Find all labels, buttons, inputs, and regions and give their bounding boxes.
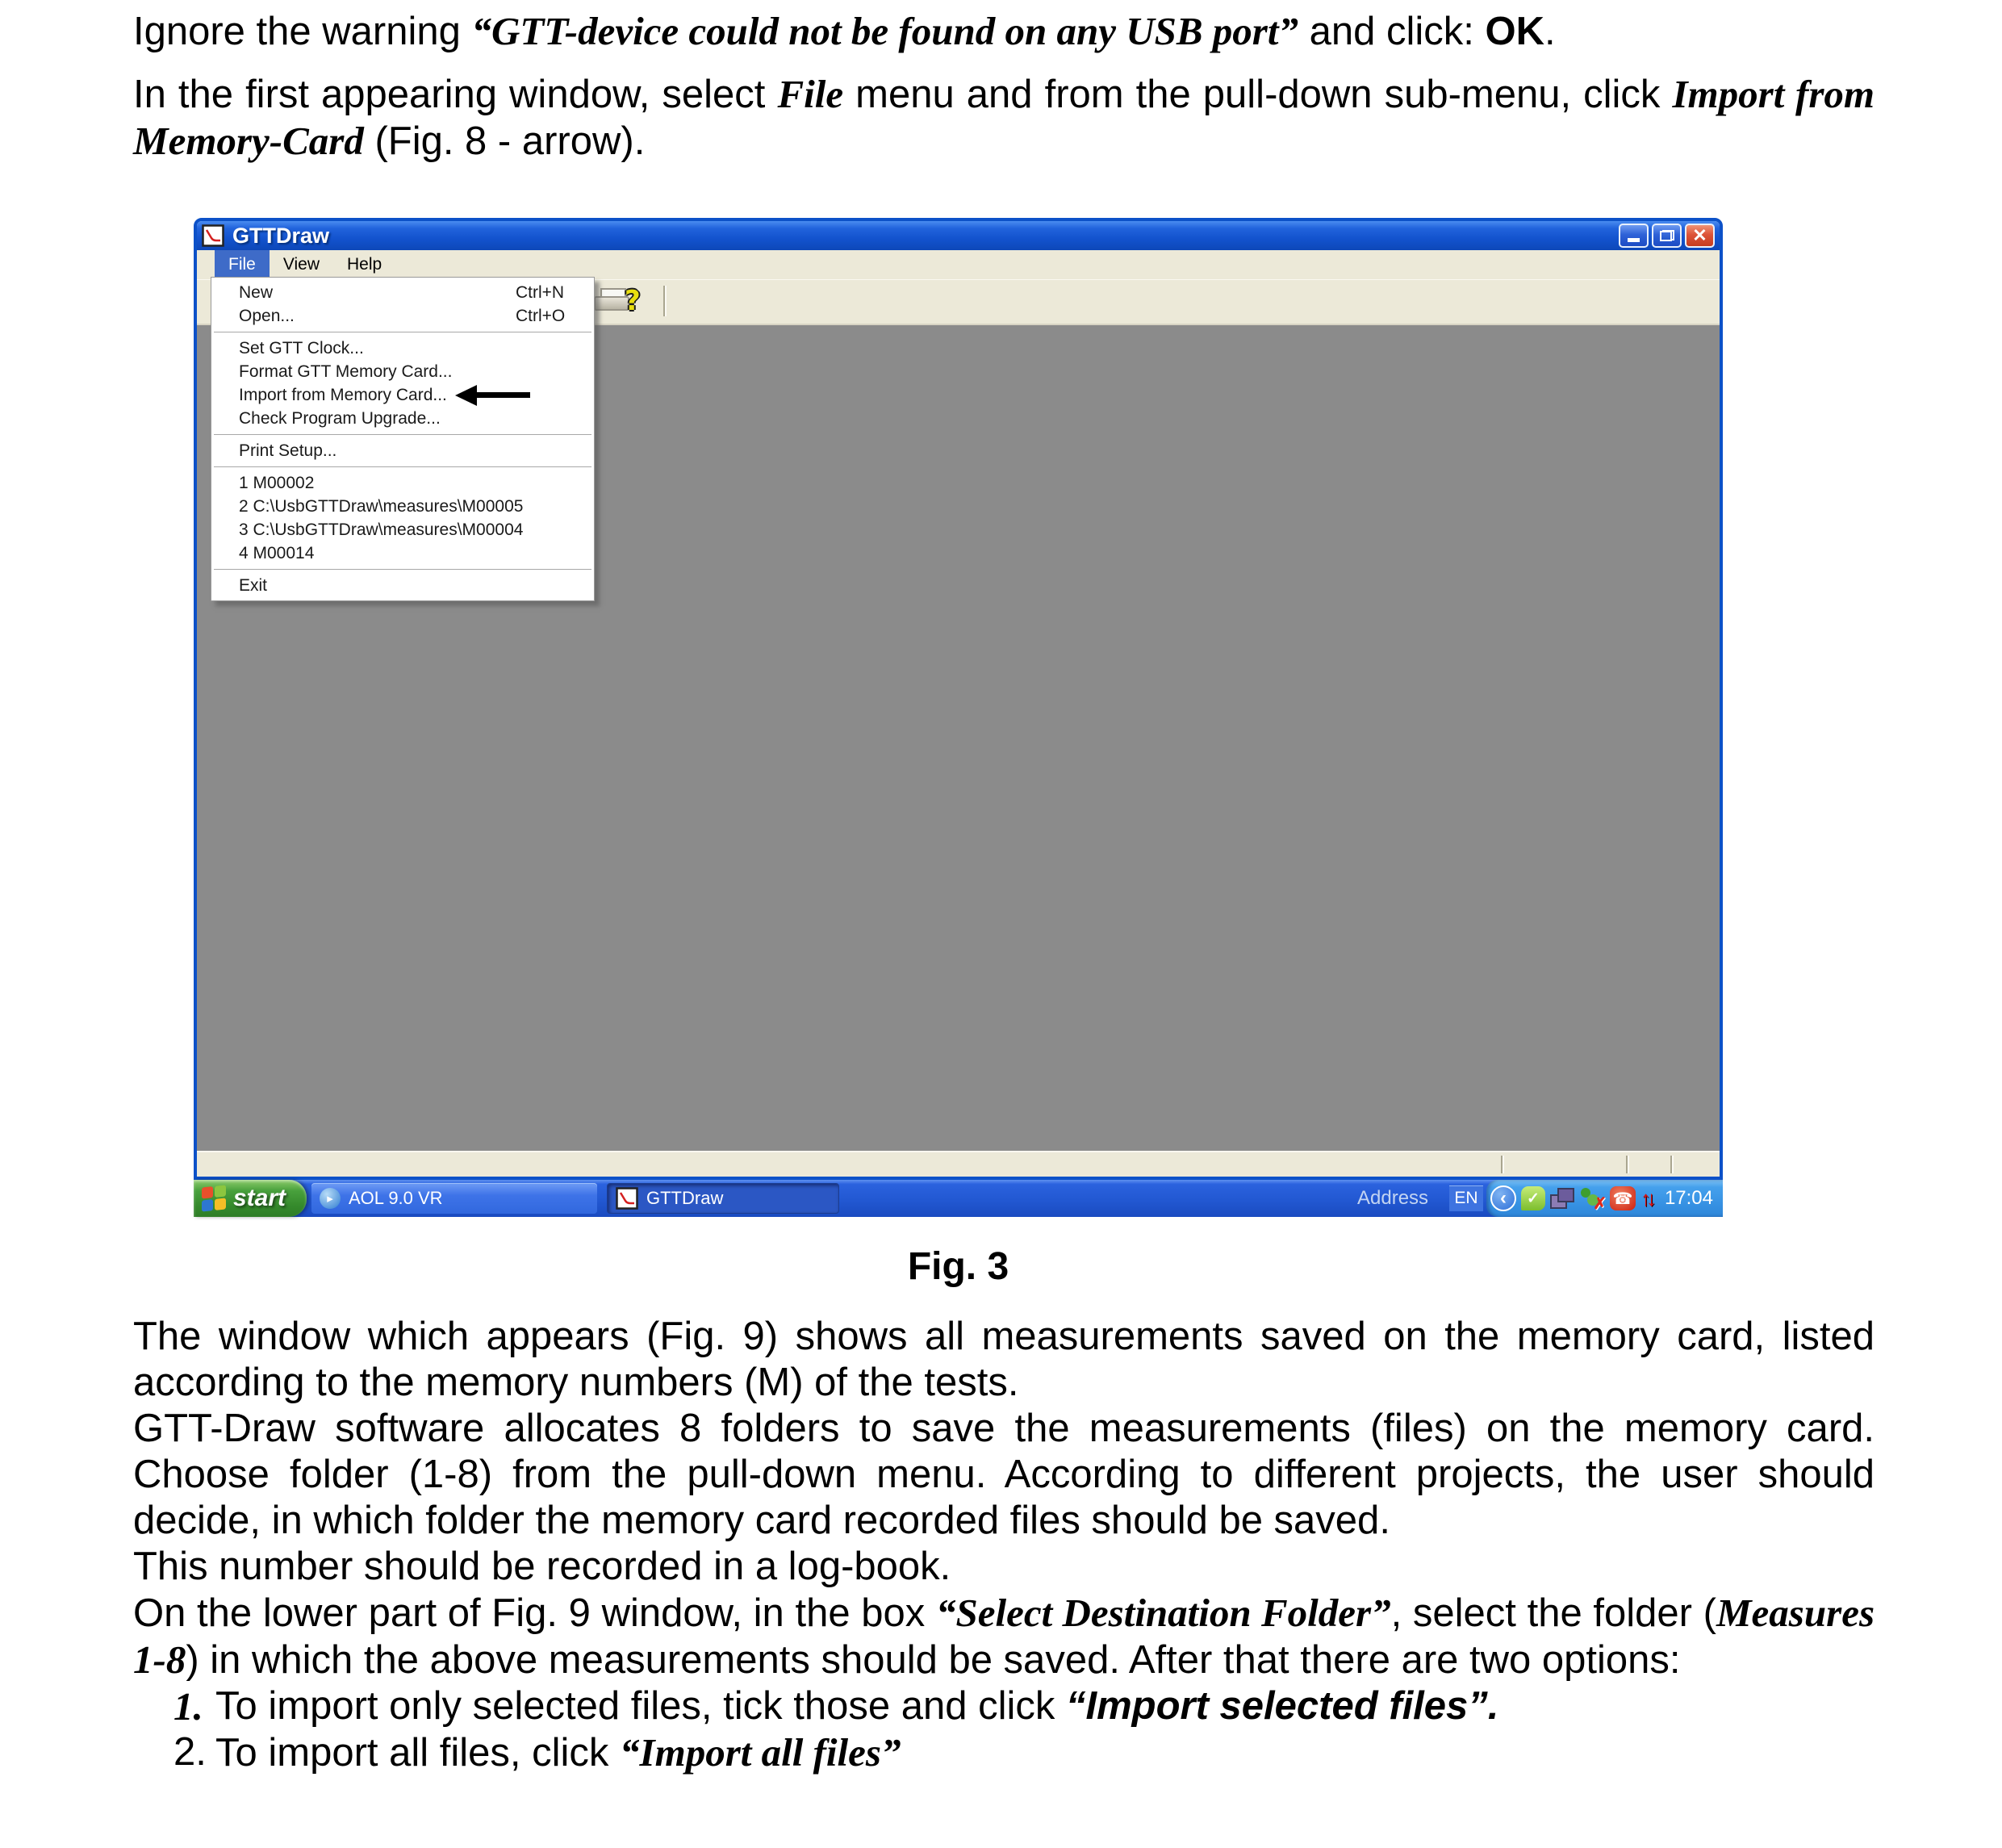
minimize-icon (1628, 238, 1640, 242)
list-item-2 (133, 1729, 1875, 1776)
close-button[interactable]: ✕ (1685, 224, 1715, 248)
file-menu-item[interactable]: Check Program Upgrade... (239, 408, 441, 428)
taskbar-clock: 17:04 (1664, 1187, 1713, 1209)
statusbar-divider (1670, 1156, 1674, 1173)
aol-icon: ▸ (320, 1188, 341, 1209)
toolbar-separator (663, 286, 667, 316)
taskbar-button-aol[interactable] (311, 1183, 597, 1214)
phone-icon[interactable]: ☎ (1610, 1186, 1636, 1210)
language-indicator[interactable]: EN (1449, 1185, 1483, 1211)
figure-screenshot (194, 218, 1723, 1217)
menu-bar (197, 250, 1720, 280)
figure-caption: Fig. 3 (907, 1245, 1009, 1288)
menu-shortcut: Ctrl+O (516, 306, 566, 325)
menubar-item-help[interactable]: Help (346, 255, 382, 274)
file-menu-item[interactable]: Open... Ctrl+O (239, 306, 566, 325)
file-menu-item[interactable]: 1 M00002 (239, 473, 315, 492)
options-list (133, 1683, 1875, 1776)
window-title: GTTDraw (232, 223, 330, 248)
users-offline-icon[interactable]: ✗ (1579, 1186, 1605, 1210)
help-icon[interactable]: ? (625, 285, 641, 317)
body-text (133, 1314, 1875, 1776)
file-menu-item[interactable]: Import from Memory Card... (211, 383, 594, 407)
menu-shortcut: Ctrl+N (516, 282, 565, 302)
messenger-icon[interactable]: ✓ (1521, 1186, 1545, 1210)
paragraph-ignore-warning: Ignore the warning “GTT-device could not be found on any USB port” and click: OK. (133, 9, 1556, 53)
updown-arrows-icon[interactable]: ↑↓ (1640, 1185, 1652, 1210)
file-menu-item[interactable]: 3 C:\UsbGTTDraw\measures\M00004 (239, 520, 524, 539)
body-paragraph: On the lower part of Fig. 9 window, in the box “Select Destination Folder”, select the folder (Measures 1-8) in which the above measurements should be saved. After that there are two options: (133, 1591, 1875, 1682)
list-item-text: To import all files, click “Import all files” (215, 1730, 901, 1775)
body-paragraph: This number should be recorded in a log-book. (133, 1545, 951, 1588)
menubar-item-view[interactable]: View (282, 255, 320, 274)
file-menu-item[interactable]: Set GTT Clock... (239, 338, 364, 357)
annotation-arrow-icon (455, 385, 530, 406)
list-marker: 2. (173, 1730, 207, 1774)
menu-separator (214, 466, 591, 467)
file-menu-item[interactable]: Print Setup... (239, 441, 337, 460)
file-menu-item[interactable]: 4 M00014 (239, 543, 315, 562)
taskbar-button-gttdraw[interactable] (607, 1183, 839, 1214)
list-item-text: To import only selected files, tick those and click “Import selected files”. (215, 1684, 1499, 1728)
menubar-item-file[interactable]: File (215, 250, 270, 279)
statusbar-divider (1501, 1156, 1504, 1173)
body-paragraph: The window which appears (Fig. 9) shows all measurements saved on the memory card, listed according to the memory numbers (M) of the tests. (133, 1315, 1875, 1404)
windows-logo-icon (202, 1185, 226, 1211)
file-menu-item[interactable]: New Ctrl+N (239, 282, 565, 302)
file-menu-item[interactable]: Exit (239, 575, 268, 595)
paragraph-first-window: In the first appearing window, select File menu and from the pull-down sub-menu, click Import from Memory-Card (Fig. 8 - arrow). (133, 72, 1875, 163)
status-bar (197, 1151, 1720, 1177)
file-menu-dropdown (211, 277, 595, 601)
menu-separator (214, 569, 591, 570)
file-menu-item[interactable]: Format GTT Memory Card... (239, 362, 453, 381)
statusbar-divider (1626, 1156, 1629, 1173)
app-icon (202, 224, 224, 247)
menu-separator (214, 434, 591, 435)
file-menu-item[interactable]: 2 C:\UsbGTTDraw\measures\M00005 (239, 496, 524, 516)
network-computers-icon[interactable] (1550, 1186, 1574, 1210)
system-tray (1486, 1180, 1723, 1217)
gttdraw-icon (616, 1187, 638, 1210)
body-paragraph: GTT-Draw software allocates 8 folders to save the measurements (files) on the memory card. Choose folder (1-8) from the pull-down menu. According to different projects, the user should decide, in which folder the memory card recorded files should be saved. (133, 1407, 1875, 1542)
hide-icons-chevron-icon[interactable]: ‹ (1490, 1185, 1516, 1211)
restore-icon (1660, 230, 1674, 241)
taskbar-button-label: GTTDraw (646, 1188, 724, 1208)
intro-text (133, 8, 1875, 181)
list-marker: 1. (173, 1684, 203, 1729)
restore-button[interactable] (1652, 224, 1682, 248)
minimize-button[interactable] (1619, 224, 1649, 248)
window-controls (1619, 224, 1715, 248)
title-bar[interactable] (197, 221, 1720, 250)
taskbar-button-label: AOL 9.0 VR (349, 1188, 443, 1208)
body-paragraphs (133, 1314, 1875, 1683)
taskbar (194, 1180, 1723, 1217)
address-toolbar-label[interactable]: Address (1357, 1187, 1429, 1209)
list-item-1 (133, 1683, 1875, 1729)
start-button[interactable] (194, 1180, 307, 1217)
start-label: start (233, 1185, 286, 1211)
